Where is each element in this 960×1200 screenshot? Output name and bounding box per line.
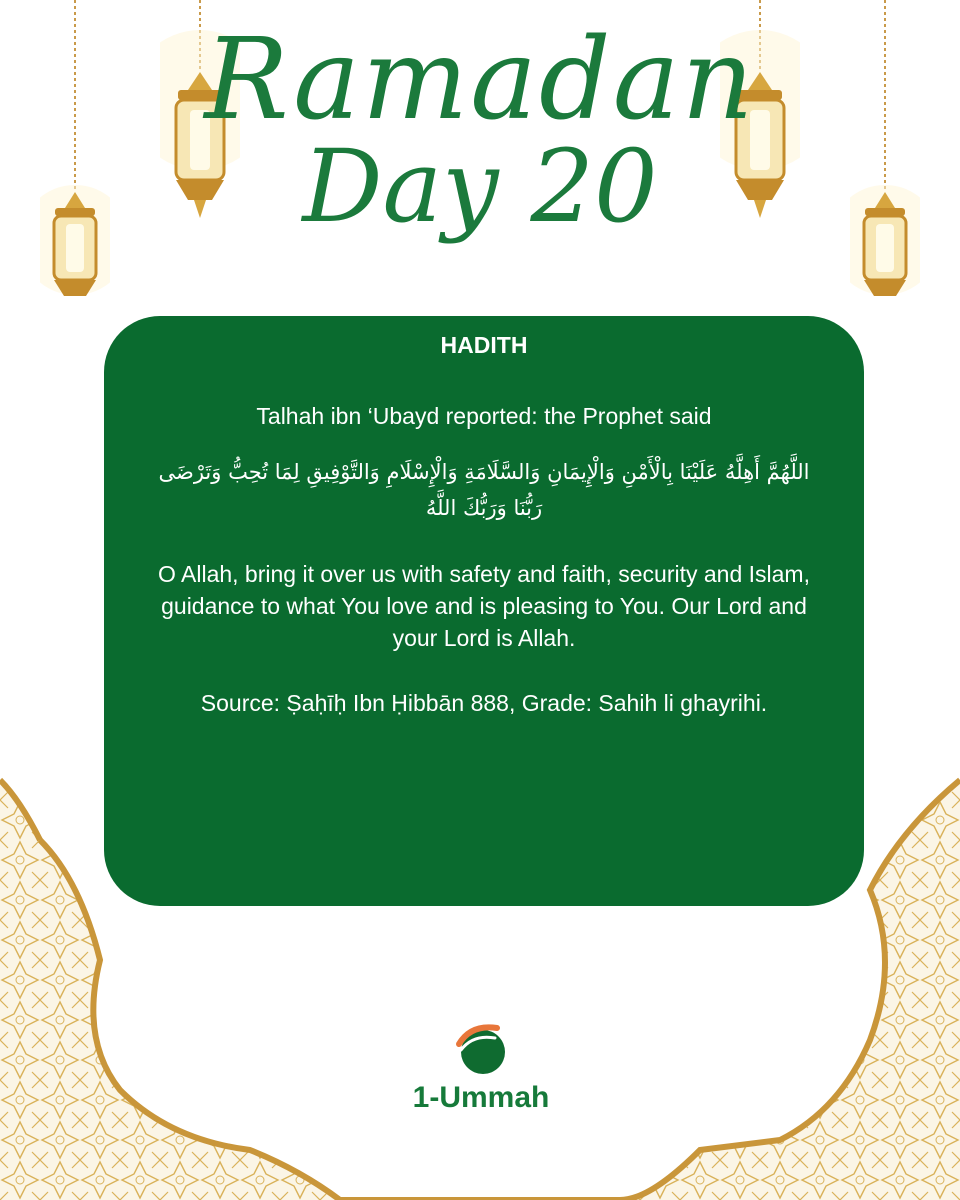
brand-logo [406,1018,556,1115]
hadith-arabic-text: اللَّهُمَّ أَهِلَّهُ عَلَيْنَا بِالْأَمْنِ وَالْإِيمَانِ وَالسَّلَامَةِ وَالْإِسْلَامِ وَالتَّوْفِيقِ لِمَا تُحِبُّ وَتَرْضَى رَبُّنَا وَرَبُّكَ اللَّهُ [158,460,810,520]
hadith-english-translation: O Allah, bring it over us with safety and faith, security and Islam, guidance to what You love and is pleasing to You. Our Lord and your Lord is Allah. [158,561,810,651]
ummah-logo-icon [451,1018,511,1076]
title [0,15,960,245]
hadith-source: Source: Ṣaḥīḥ Ibn Ḥibbān 888, Grade: Sahih li ghayrihi. [200,690,768,716]
logo-text: 1-Ummah [412,1081,550,1114]
crescent-moon-icon [580,140,620,184]
card-heading: HADITH [440,332,528,358]
title-day: Day 20 [302,128,658,245]
hadith-card [104,316,864,906]
title-ramadan: Ramadan [204,15,756,145]
hadith-reporter: Talhah ibn ‘Ubayd reported: the Prophet said [256,403,712,429]
